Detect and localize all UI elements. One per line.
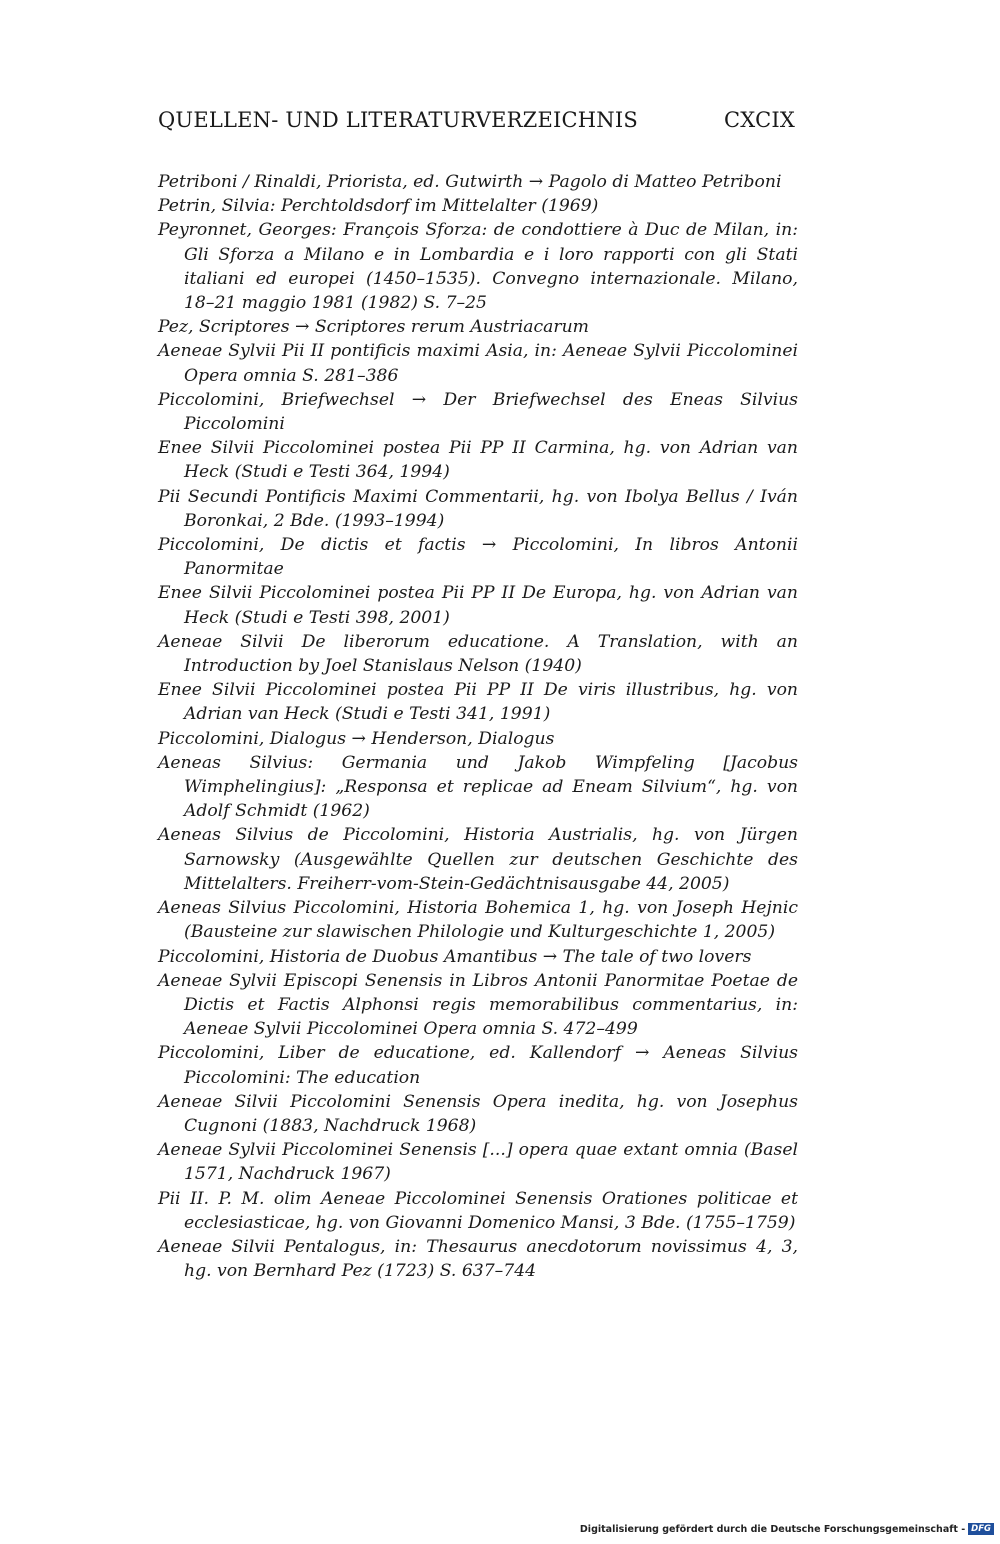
- bibliography-entry: Peyronnet, Georges: François Sforza: de condottiere à Duc de Milan, in: Gli Sforza a Milano e in Lombardia e i loro rapporti con gli Stati italiani ed europei (1450–1535). Convegno internazionale. Milano, 18–21 maggio 1981 (1982) S. 7–25: [158, 220, 798, 314]
- bibliography-entry: Aeneae Silvii De liberorum educatione. A Translation, with an Introduction by Joel Stanislaus Nelson (1940): [158, 631, 798, 677]
- bibliography-entry: Piccolomini, Dialogus → Henderson, Dialogus: [158, 728, 555, 749]
- bibliography-entry: Aeneae Sylvii Episcopi Senensis in Libros Antonii Panormitae Poetae de Dictis et Factis Alphonsi regis memorabilibus commentarius, in: Aeneae Sylvii Piccolominei Opera omnia S. 472–499: [158, 970, 798, 1040]
- bibliography-entry: Piccolomini, Historia de Duobus Amantibus → The tale of two lovers: [158, 946, 752, 967]
- running-title: QUELLEN- UND LITERATURVERZEICHNIS: [158, 108, 638, 132]
- bibliography-entry: Piccolomini, Liber de educatione, ed. Kallendorf → Aeneas Silvius Piccolomini: The education: [158, 1043, 798, 1088]
- bibliography-entry: Enee Silvii Piccolominei postea Pii PP II De Europa, hg. von Adrian van Heck (Studi e Testi 398, 2001): [158, 583, 798, 628]
- bibliography-entry: Aeneae Silvii Pentalogus, in: Thesaurus anecdotorum novissimus 4, 3, hg. von Bernhard Pez (1723) S. 637–744: [158, 1236, 798, 1282]
- bibliography-entry: Aeneae Sylvii Pii II pontificis maximi Asia, in: Aeneae Sylvii Piccolominei Opera omnia S. 281–386: [158, 341, 798, 386]
- bibliography-list: [158, 170, 798, 1283]
- bibliography-entry: Pez, Scriptores → Scriptores rerum Austriacarum: [158, 317, 589, 338]
- bibliography-entry: Piccolomini, Briefwechsel → Der Briefwechsel des Eneas Silvius Piccolomini: [158, 389, 798, 435]
- bibliography-entry: Enee Silvii Piccolominei postea Pii PP II Carmina, hg. von Adrian van Heck (Studi e Testi 364, 1994): [158, 438, 798, 483]
- bibliography-entry: Pii Secundi Pontificis Maximi Commentarii, hg. von Ibolya Bellus / Iván Boronkai, 2 Bde. (1993–1994): [158, 486, 798, 531]
- bibliography-entry: Aeneas Silvius de Piccolomini, Historia Austrialis, hg. von Jürgen Sarnowsky (Ausgewählte Quellen zur deutschen Geschichte des Mittelalters. Freiherr-vom-Stein-Gedächtnisausgabe 44, 2005): [158, 825, 798, 894]
- bibliography-entry: Enee Silvii Piccolominei postea Pii PP II De viris illustribus, hg. von Adrian van Heck (Studi e Testi 341, 1991): [158, 680, 798, 725]
- bibliography-entry: Petrin, Silvia: Perchtoldsdorf im Mittelalter (1969): [158, 196, 599, 217]
- page-header: [158, 108, 795, 132]
- footer-text: Digitalisierung gefördert durch die Deutsche Forschungsgemeinschaft -: [579, 1523, 966, 1535]
- page-number: CXCIX: [724, 108, 795, 132]
- bibliography-entry: Piccolomini, De dictis et factis → Piccolomini, In libros Antonii Panormitae: [158, 535, 798, 580]
- bibliography-entry: Petriboni / Rinaldi, Priorista, ed. Gutwirth → Pagolo di Matteo Petriboni: [158, 172, 782, 192]
- bibliography-entry: Aeneae Sylvii Piccolominei Senensis [...] opera quae extant omnia (Basel 1571, Nachdruck 1967): [158, 1140, 798, 1185]
- dfg-logo[interactable]: DFG: [968, 1523, 994, 1535]
- bibliography-entry: Aeneae Silvii Piccolomini Senensis Opera inedita, hg. von Josephus Cugnoni (1883, Nachdruck 1968): [158, 1091, 798, 1136]
- digitization-footer: [580, 1523, 994, 1535]
- bibliography-entry: Aeneas Silvius Piccolomini, Historia Bohemica 1, hg. von Joseph Hejnic (Bausteine zur slawischen Philologie und Kulturgeschichte 1, 2005): [158, 898, 798, 943]
- bibliography-entry: Pii II. P. M. olim Aeneae Piccolominei Senensis Orationes politicae et ecclesiasticae, hg. von Giovanni Domenico Mansi, 3 Bde. (1755–1759): [158, 1188, 798, 1233]
- bibliography-entry: Aeneas Silvius: Germania und Jakob Wimpfeling [Jacobus Wimphelingius]: „Responsa et replicae ad Eneam Silvium“, hg. von Adolf Schmidt (1962): [158, 752, 798, 822]
